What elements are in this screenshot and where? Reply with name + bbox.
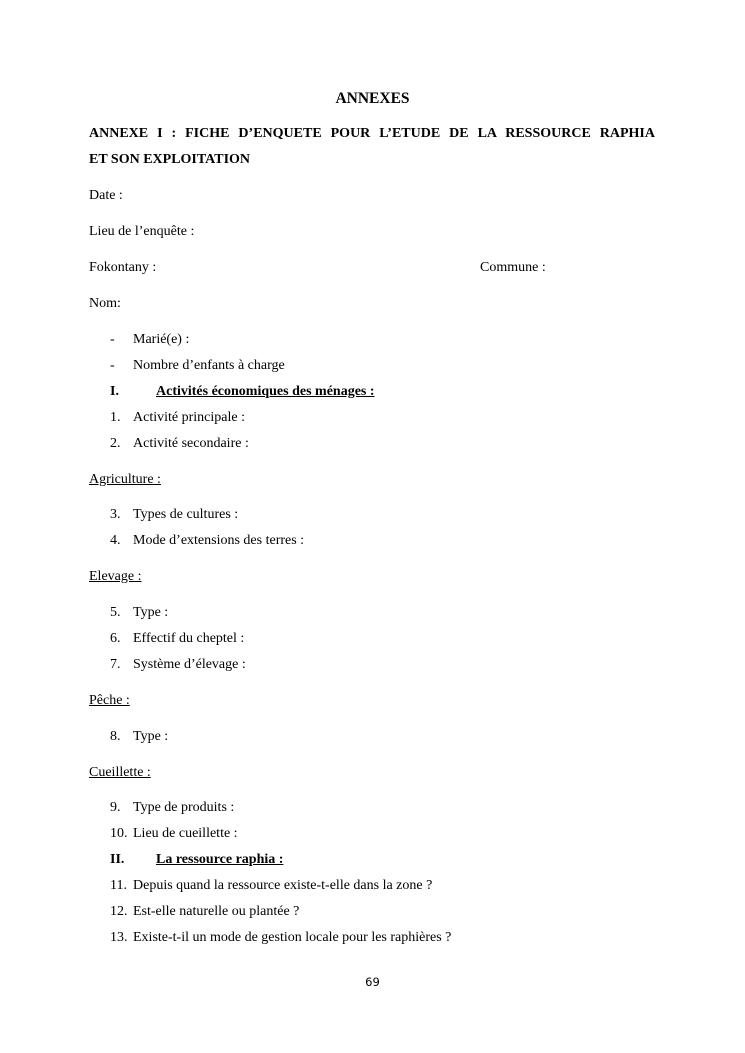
item-text: Type : xyxy=(133,605,169,620)
item-number: 1. xyxy=(110,410,121,425)
annex-heading-line-1: ANNEXE I : FICHE D’ENQUETE POUR L’ETUDE DE LA RESSOURCE RAPHIA xyxy=(89,126,655,141)
section-heading-raphia-resource xyxy=(110,851,283,869)
commune-field: Commune : xyxy=(480,260,546,275)
list-item-married xyxy=(110,331,189,349)
item-text: Type : xyxy=(133,729,169,744)
page-number: 69 xyxy=(365,975,380,989)
item-number: 11. xyxy=(110,878,127,893)
list-item-text: Marié(e) : xyxy=(133,332,190,347)
date-field: Date : xyxy=(89,188,123,203)
list-item-q3 xyxy=(110,506,238,524)
item-number: 7. xyxy=(110,657,121,672)
item-text: Type de produits : xyxy=(133,800,235,815)
item-number: 8. xyxy=(110,729,121,744)
list-item-q11 xyxy=(110,877,432,895)
section-title: La ressource raphia : xyxy=(156,852,284,867)
item-text: Depuis quand la ressource existe-t-elle dans la zone ? xyxy=(133,878,433,893)
list-item-q7 xyxy=(110,656,246,674)
fokontany-field: Fokontany : xyxy=(89,260,157,275)
list-item-q2 xyxy=(110,435,249,453)
list-item-q12 xyxy=(110,903,299,921)
item-text: Existe-t-il un mode de gestion locale pour les raphières ? xyxy=(133,930,452,945)
section-number: II. xyxy=(110,852,125,867)
page-title: ANNEXES xyxy=(335,90,410,107)
item-number: 6. xyxy=(110,631,121,646)
subheading-peche: Pêche : xyxy=(89,693,130,708)
item-number: 4. xyxy=(110,533,121,548)
list-item-q1 xyxy=(110,409,245,427)
survey-location-field: Lieu de l’enquête : xyxy=(89,224,195,239)
section-title: Activités économiques des ménages : xyxy=(156,384,375,399)
list-item-q8 xyxy=(110,728,168,746)
section-number: I. xyxy=(110,384,119,399)
item-number: 12. xyxy=(110,904,128,919)
list-item-q13 xyxy=(110,929,451,947)
subheading-elevage: Elevage : xyxy=(89,569,142,584)
item-number: 5. xyxy=(110,605,121,620)
item-text: Lieu de cueillette : xyxy=(133,826,238,841)
item-number: 10. xyxy=(110,826,128,841)
list-item-q4 xyxy=(110,532,304,550)
list-item-text: Nombre d’enfants à charge xyxy=(133,358,285,373)
bullet: - xyxy=(110,332,115,347)
item-text: Est-elle naturelle ou plantée ? xyxy=(133,904,300,919)
list-item-q5 xyxy=(110,604,168,622)
bullet: - xyxy=(110,358,115,373)
item-number: 13. xyxy=(110,930,128,945)
section-heading-economic-activities xyxy=(110,383,375,401)
item-number: 3. xyxy=(110,507,121,522)
list-item-q9 xyxy=(110,799,234,817)
item-text: Activité principale : xyxy=(133,410,245,425)
item-text: Effectif du cheptel : xyxy=(133,631,245,646)
list-item-q6 xyxy=(110,630,244,648)
subheading-cueillette: Cueillette : xyxy=(89,765,151,780)
subheading-agriculture: Agriculture : xyxy=(89,472,161,487)
name-field: Nom: xyxy=(89,296,121,311)
annex-heading-line-2: ET SON EXPLOITATION xyxy=(89,152,251,167)
item-number: 9. xyxy=(110,800,121,815)
item-number: 2. xyxy=(110,436,121,451)
list-item-children xyxy=(110,357,285,375)
list-item-q10 xyxy=(110,825,238,843)
item-text: Activité secondaire : xyxy=(133,436,249,451)
item-text: Mode d’extensions des terres : xyxy=(133,533,305,548)
item-text: Types de cultures : xyxy=(133,507,239,522)
item-text: Système d’élevage : xyxy=(133,657,246,672)
